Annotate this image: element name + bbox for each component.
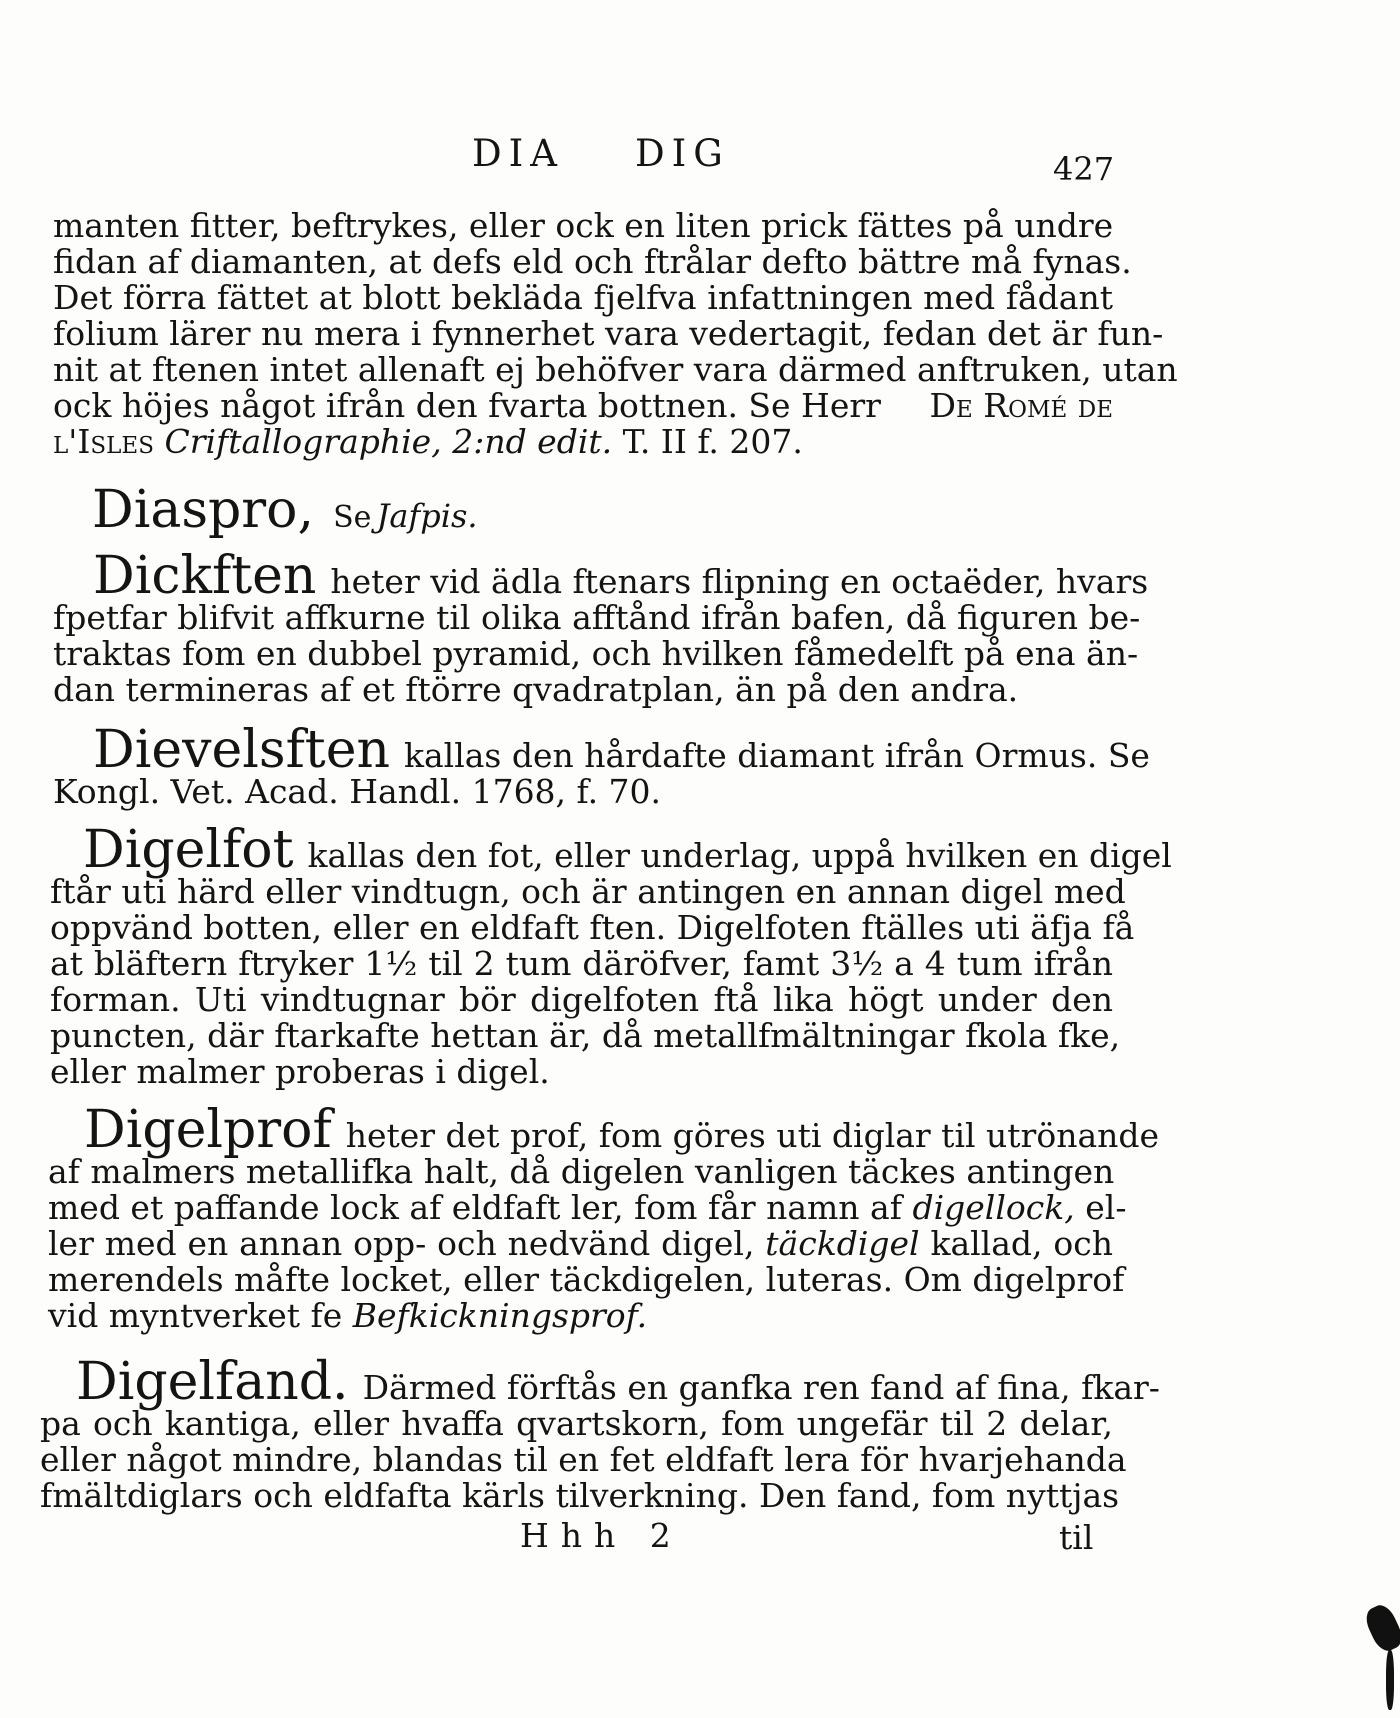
text-line: nit at ftenen intet allenaft ej behöfver vara därmed anftruken, utan [53, 350, 1178, 389]
intro-paragraph [53, 206, 1178, 461]
text-fragment: el- [1085, 1188, 1127, 1227]
entry-first-line [40, 1352, 1160, 1412]
entry-digelfand [40, 1352, 1160, 1515]
text-fragment: kallad, och [930, 1224, 1113, 1263]
text-line [48, 1226, 1113, 1262]
entry-first-line [50, 820, 1172, 880]
see-reference: Se [333, 500, 372, 535]
catchword: til [1059, 1518, 1094, 1557]
scan-artifact [1386, 1650, 1394, 1710]
entry-diaspro [92, 480, 478, 540]
term-italic: Befkickningsprof. [352, 1296, 648, 1335]
text-line: manten fitter, beftrykes, eller ock en liten prick fättes på undre [53, 206, 1114, 245]
entry-term: Digelfot [83, 820, 294, 880]
reference: T. II f. 207. [622, 422, 803, 461]
text-line: eller malmer proberas i digel. [50, 1052, 550, 1091]
text-line: at bläftern ftryker 1½ til 2 tum däröfver, famt 3½ a 4 tum ifrån [50, 944, 1113, 983]
entry-first-line [53, 720, 1150, 780]
text-fragment: kallas den fot, eller underlag, uppå hvilken en digel [307, 836, 1172, 875]
scan-artifact [1362, 1601, 1400, 1655]
entry-term: Dievelsften [93, 720, 390, 780]
page-number: 427 [1053, 150, 1115, 188]
text-line: ftår uti härd eller vindtugn, och är antingen en annan digel med [50, 872, 1126, 911]
entry-dievelsften [53, 720, 1150, 811]
text-fragment: ler med en annan opp- och nedvänd digel, [48, 1224, 755, 1263]
text-line [53, 388, 1113, 424]
text-fragment: Därmed förftås en ganfka ren fand af fina, fkar- [362, 1368, 1160, 1407]
text-line: pa och kantiga, eller hvaffa qvartskorn, fom ungefär til 2 delar, [40, 1404, 1113, 1443]
running-head-left: DIA [472, 132, 565, 175]
text-line: folium lärer nu mera i fynnerhet vara vedertagit, fedan det är fun- [53, 314, 1164, 353]
text-fragment: kallas den hårdafte diamant ifrån Ormus. Se [403, 736, 1150, 775]
author-name-cont: l'Isles [53, 422, 154, 461]
running-head-right: DIG [635, 132, 730, 175]
text-line: puncten, där ftarkafte hettan är, då metallfmältningar fkola fke, [50, 1016, 1121, 1055]
text-line: traktas fom en dubbel pyramid, och hvilken fåmedelft på ena än- [53, 634, 1139, 673]
text-fragment: vid myntverket fe [48, 1296, 343, 1335]
text-fragment: heter det prof, fom göres uti diglar til utrönande [345, 1116, 1160, 1155]
text-line: dan termineras af et ftörre qvadratplan, än på den andra. [53, 670, 1019, 709]
term-italic: täckdigel [765, 1224, 920, 1263]
text-fragment: ock höjes något ifrån den fvarta bottnen. Se Herr [53, 386, 881, 425]
edition: 2:nd edit. [452, 422, 613, 461]
signature-mark: Hhh 2 [520, 1516, 683, 1555]
text-fragment: med et paffande lock af eldfaft ler, fom får namn af [48, 1188, 902, 1227]
entry-term: Digelfand. [76, 1352, 349, 1412]
text-line: forman. Uti vindtugnar bör digelfoten ftå lika högt under den [50, 980, 1113, 1019]
text-line [53, 424, 1113, 460]
entry-digelfot [50, 820, 1172, 1091]
term-italic: digellock, [912, 1188, 1075, 1227]
text-line: oppvänd botten, eller en eldfaft ften. Digelfoten ftälles uti äfja få [50, 908, 1135, 947]
entry-dickften [53, 546, 1149, 709]
text-line: Kongl. Vet. Acad. Handl. 1768, f. 70. [53, 772, 662, 811]
text-line: fmältdiglars och eldfafta kärls tilverkning. Den fand, fom nyttjas [40, 1476, 1120, 1515]
text-line [48, 1188, 1127, 1227]
entry-term: Dickften [93, 546, 317, 606]
text-line [48, 1298, 1113, 1334]
entry-first-line [48, 1100, 1160, 1160]
book-title: Criftallographie, [164, 422, 442, 461]
entry-term: Diaspro, [92, 480, 314, 540]
entry-first-line [53, 546, 1149, 606]
text-line: eller något mindre, blandas til en fet eldfaft lera för hvarjehanda [40, 1440, 1127, 1479]
text-line: af malmers metallifka halt, då digelen vanligen täckes antingen [48, 1152, 1115, 1191]
text-line: fidan af diamanten, at defs eld och ftrålar defto bättre må fynas. [53, 242, 1132, 281]
text-line: fpetfar blifvit affkurne til olika afftånd ifrån bafen, då figuren be- [53, 598, 1141, 637]
see-target: Jafpis. [376, 497, 478, 535]
author-name: De Romé de [929, 386, 1113, 425]
text-line: Det förra fättet at blott bekläda fjelfva infattningen med fådant [53, 278, 1113, 317]
text-line: merendels måfte locket, eller täckdigelen, luteras. Om digelprof [48, 1260, 1125, 1299]
entry-digelprof [48, 1100, 1160, 1335]
entry-term: Digelprof [84, 1100, 332, 1160]
text-fragment: heter vid ädla ftenars flipning en octaëder, hvars [330, 562, 1149, 601]
